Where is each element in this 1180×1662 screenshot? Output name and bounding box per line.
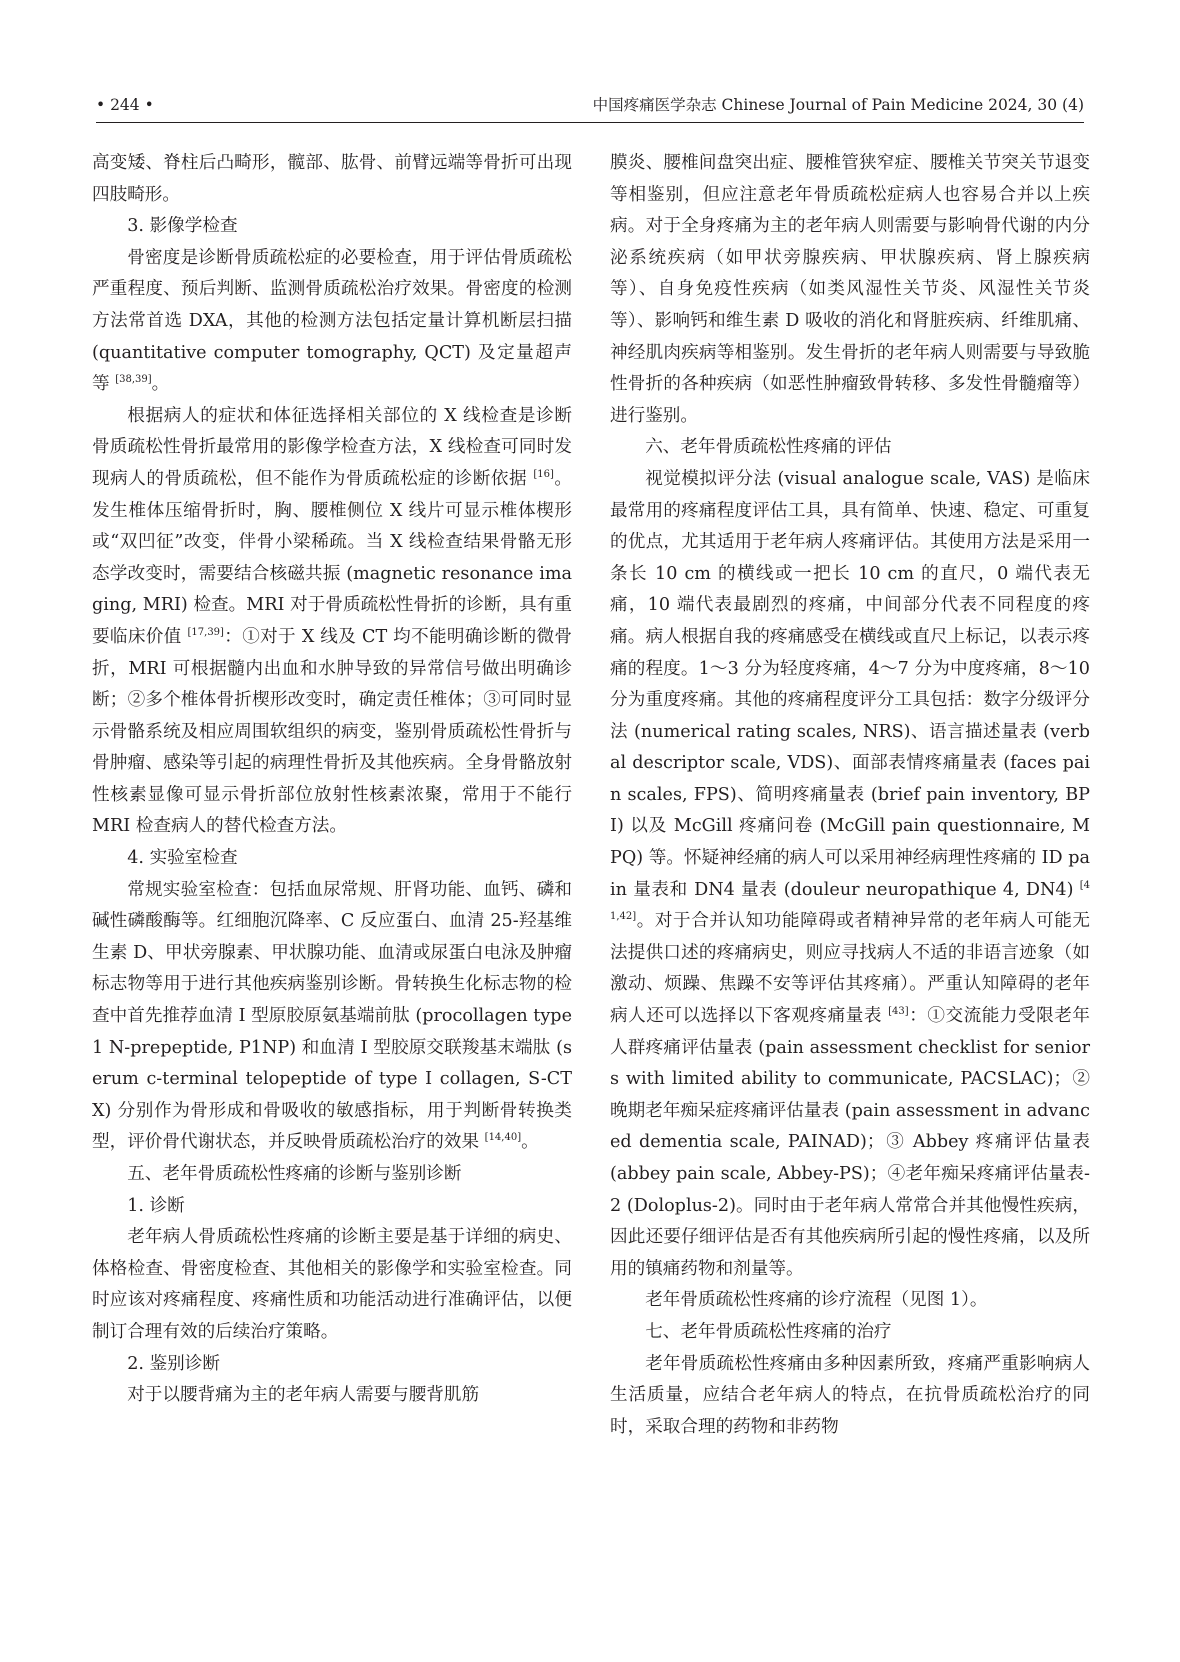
- heading-section-5: 五、老年骨质疏松性疼痛的诊断与鉴别诊断: [127, 1164, 462, 1184]
- paragraph-text: 根据病人的症状和体征选择相关部位的 X 线检查是诊断骨质疏松性骨折最常用的影像学检查方法，X 线检查可同时发现病人的骨质疏松，但不能作为骨质疏松症的诊断依据: [92, 405, 572, 489]
- right-column: [610, 148, 1090, 1443]
- paragraph-text: ：①交流能力受限老年人群疼痛评估量表 (pain assessment checklist for seniors with limited ability to communicate, PACSLAC)；②晚期老年痴呆症疼痛评估量表 (pain assessment in advanced dementia scale, PAINAD)；③ Abbey 疼痛评估量表 (abbey pain scale, Abbey-PS)；④老年痴呆疼痛评估量表-2 (Doloplus-2)。同时由于老年病人常常合并其他慢性疾病，因此还要仔细评估是否有其他疾病所引起的慢性疼痛，以及所用的镇痛药物和剂量等。: [610, 1006, 1090, 1279]
- heading-section-7: 七、老年骨质疏松性疼痛的治疗: [645, 1321, 892, 1342]
- heading-differential: 2. 鉴别诊断: [127, 1353, 220, 1374]
- paragraph-lab: [92, 875, 572, 1159]
- journal-title: 中国疼痛医学杂志 Chinese Journal of Pain Medicine 2024, 30 (4): [592, 96, 1084, 114]
- heading-imaging-exam: 3. 影像学检查: [127, 216, 238, 237]
- citation: [41,42]: [610, 879, 1090, 923]
- paragraph-text: 。对于合并认知功能障碍或者精神异常的老年病人可能无法提供口述的疼痛病史，则应寻找病人不适的非语言迹象（如激动、烦躁、焦躁不安等评估其疼痛）。严重认知障碍的老年病人还可以选择以下客观疼痛量表: [610, 911, 1090, 1027]
- heading-section-6: 六、老年骨质疏松性疼痛的评估: [645, 437, 892, 458]
- paragraph-differential-continued: 膜炎、腰椎间盘突出症、腰椎管狭窄症、腰椎关节突关节退变等相鉴别，但应注意老年骨质疏松症病人也容易合并以上疾病。对于全身疼痛为主的老年病人则需要与影响骨代谢的内分泌系统疾病（如甲状旁腺疾病、甲状腺疾病、肾上腺疾病等）、自身免疫性疾病（如类风湿性关节炎、风湿性关节炎等）、影响钙和维生素 D 吸收的消化和肾脏疾病、纤维肌痛、神经肌肉疾病等相鉴别。发生骨折的老年病人则需要与导致脆性骨折的各种疾病（如恶性肿瘤致骨转移、多发性骨髓瘤等）进行鉴别。: [610, 153, 1090, 426]
- paragraph-text: 骨密度是诊断骨质疏松症的必要检查，用于评估骨质疏松严重程度、预后判断、监测骨质疏松治疗效果。骨密度的检测方法常首选 DXA，其他的检测方法包括定量计算机断层扫描 (quantitative computer tomography, QCT) 及定量超声等: [92, 247, 572, 395]
- citation: [43]: [888, 1006, 909, 1018]
- paragraph-text: 常规实验室检查：包括血尿常规、肝肾功能、血钙、磷和碱性磷酸酶等。红细胞沉降率、C 反应蛋白、血清 25-羟基维生素 D、甲状旁腺素、甲状腺功能、血清或尿蛋白电泳及肿瘤标志物等用于进行其他疾病鉴别诊断。骨转换生化标志物的检查中首先推荐血清 I 型原胶原氨基端前肽 (procollagen type 1 N-prepeptide, P1NP) 和血清 I 型胶原交联羧基末端肽 (serum c-terminal telopeptide of type I collagen, S-CTX) 分别作为骨形成和骨吸收的敏感指标，用于判断骨转换类型，评价骨代谢状态，并反映骨质疏松治疗的效果: [92, 879, 572, 1153]
- paragraph-diagnosis: 老年病人骨质疏松性疼痛的诊断主要是基于详细的病史、体格检查、骨密度检查、其他相关的影像学和实验室检查。同时应该对疼痛程度、疼痛性质和功能活动进行准确评估，以便制订合理有效的后续治疗策略。: [92, 1227, 572, 1342]
- left-column: [92, 148, 572, 1412]
- paragraph-text: 。: [151, 374, 170, 395]
- heading-diagnosis: 1. 诊断: [127, 1195, 185, 1216]
- paragraph-vas: [610, 464, 1090, 1285]
- running-header: [96, 90, 1084, 123]
- citation: [16]: [533, 468, 554, 480]
- paragraph-continued: 高变矮、脊柱后凸畸形，髋部、肱骨、前臂远端等骨折可出现四肢畸形。: [92, 153, 572, 205]
- heading-lab-exam: 4. 实验室检查: [127, 848, 238, 869]
- paragraph-differential: 对于以腰背痛为主的老年病人需要与腰背肌筋: [127, 1385, 480, 1406]
- paragraph-flowchart-ref: 老年骨质疏松性疼痛的诊疗流程（见图 1）。: [645, 1290, 988, 1311]
- citation: [38,39]: [115, 374, 152, 386]
- page-number: • 244 •: [96, 96, 154, 114]
- citation: [17,39]: [187, 626, 224, 638]
- paragraph-bone-density: [92, 243, 572, 401]
- paragraph-text: ：①对于 X 线及 CT 均不能明确诊断的微骨折，MRI 可根据髓内出血和水肿导致的异常信号做出明确诊断；②多个椎体骨折楔形改变时，确定责任椎体；③可同时显示骨骼系统及相应周围软组织的病变，鉴别骨质疏松性骨折与骨肿瘤、感染等引起的病理性骨折及其他疾病。全身骨骼放射性核素显像可显示骨折部位放射性核素浓聚，常用于不能行 MRI 检查病人的替代检查方法。: [92, 626, 573, 837]
- paragraph-treatment: 老年骨质疏松性疼痛由多种因素所致，疼痛严重影响病人生活质量，应结合老年病人的特点，在抗骨质疏松治疗的同时，采取合理的药物和非药物: [610, 1353, 1090, 1437]
- paragraph-text: 。发生椎体压缩骨折时，胸、腰椎侧位 X 线片可显示椎体楔形或“双凹征”改变，伴骨小梁稀疏。当 X 线检查结果骨骼无形态学改变时，需要结合核磁共振 (magnetic resonance imaging, MRI) 检查。MRI 对于骨质疏松性骨折的诊断，具有重要临床价值: [92, 468, 572, 647]
- paragraph-text: 。: [521, 1132, 539, 1153]
- citation: [14,40]: [484, 1132, 522, 1144]
- paragraph-xray: [92, 401, 572, 843]
- paragraph-text: 视觉模拟评分法 (visual analogue scale, VAS) 是临床最常用的疼痛程度评估工具，具有简单、快速、稳定、可重复的优点，尤其适用于老年病人疼痛评估。其使用方法是采用一条长 10 cm 的横线或一把长 10 cm 的直尺，0 端代表无痛，10 端代表最剧烈的疼痛，中间部分代表不同程度的疼痛。病人根据自我的疼痛感受在横线或直尺上标记，以表示疼痛的程度。1～3 分为轻度疼痛，4～7 分为中度疼痛，8～10 分为重度疼痛。其他的疼痛程度评分工具包括：数字分级评分法 (numerical rating scales, NRS)、语言描述量表 (verbal descriptor scale, VDS)、面部表情疼痛量表 (faces pain scales, FPS)、简明疼痛量表 (brief pain inventory, BPI) 以及 McGill 疼痛问卷 (McGill pain questionnaire, MPQ) 等。怀疑神经痛的病人可以采用神经病理性疼痛的 ID pain 量表和 DN4 量表 (douleur neuropathique 4, DN4): [610, 468, 1090, 900]
